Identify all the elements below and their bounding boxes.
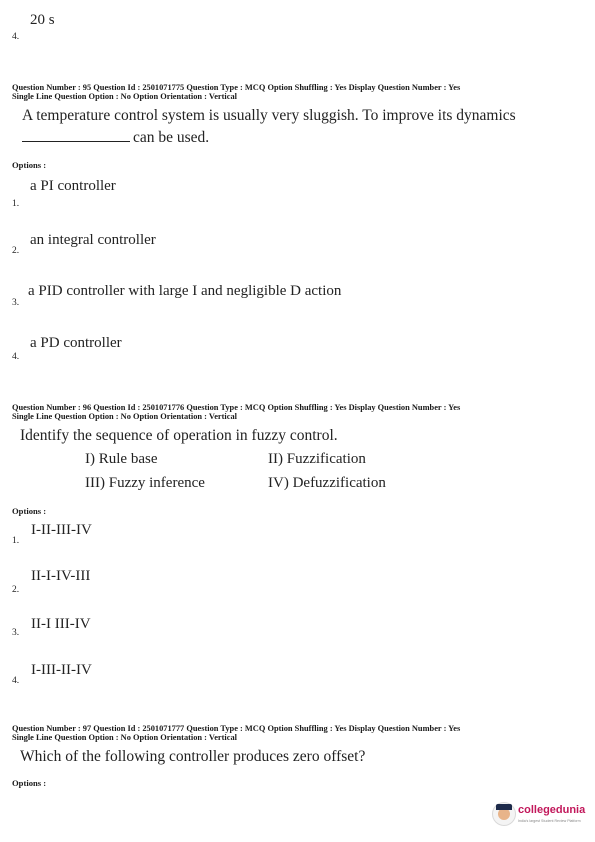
logo-tagline: India's largest Student Review Platform [518,819,581,823]
question-text-line2: can be used. [22,129,209,147]
option-4-text[interactable]: I-III-II-IV [31,662,92,678]
option-1-text[interactable]: I-II-III-IV [31,522,92,538]
question-meta-line1: Question Number : 95 Question Id : 2501071775 Question Type : MCQ Option Shuffling : Yes Display Question Number : Yes [12,83,461,92]
option-3-text[interactable]: a PID controller with large I and negligible D action [28,283,342,299]
answer-blank [22,131,130,142]
option-1-text[interactable]: a PI controller [30,178,116,194]
logo-wordmark: collegedunia [518,804,586,816]
collegedunia-logo [492,798,586,832]
question-meta-line2: Single Line Question Option : No Option Orientation : Vertical [12,733,237,742]
option-2-number: 2. [12,246,20,256]
question-meta-line2: Single Line Question Option : No Option Orientation : Vertical [12,412,237,421]
option-2-number: 2. [12,585,20,595]
option-1-number: 1. [12,536,20,546]
option-1-number: 1. [12,199,20,209]
question-text-line1: A temperature control system is usually very sluggish. To improve its dynamics [22,107,516,124]
question-meta-line2: Single Line Question Option : No Option Orientation : Vertical [12,92,237,101]
option-2-text[interactable]: II-I-IV-III [31,568,91,584]
option-4-number: 4. [12,676,20,686]
question-text: Which of the following controller produces zero offset? [20,748,366,765]
prev-option-4-number: 4. [12,32,20,42]
option-2-text[interactable]: an integral controller [30,232,156,248]
question-text: Identify the sequence of operation in fuzzy control. [20,427,338,444]
student-mascot-icon [492,802,516,826]
options-heading: Options : [12,506,47,516]
sequence-item-2: II) Fuzzification [268,451,366,467]
options-heading: Options : [12,778,47,788]
options-heading: Options : [12,160,47,170]
sequence-item-3: III) Fuzzy inference [85,475,205,491]
option-4-number: 4. [12,352,20,362]
prev-option-4-text: 20 s [30,12,55,28]
option-3-text[interactable]: II-I III-IV [31,616,91,632]
question-meta-line1: Question Number : 96 Question Id : 2501071776 Question Type : MCQ Option Shuffling : Yes Display Question Number : Yes [12,403,461,412]
option-3-number: 3. [12,298,20,308]
sequence-item-1: I) Rule base [85,451,158,467]
option-4-text[interactable]: a PD controller [30,335,122,351]
option-3-number: 3. [12,628,20,638]
sequence-item-4: IV) Defuzzification [268,475,386,491]
question-meta-line1: Question Number : 97 Question Id : 2501071777 Question Type : MCQ Option Shuffling : Yes Display Question Number : Yes [12,724,461,733]
